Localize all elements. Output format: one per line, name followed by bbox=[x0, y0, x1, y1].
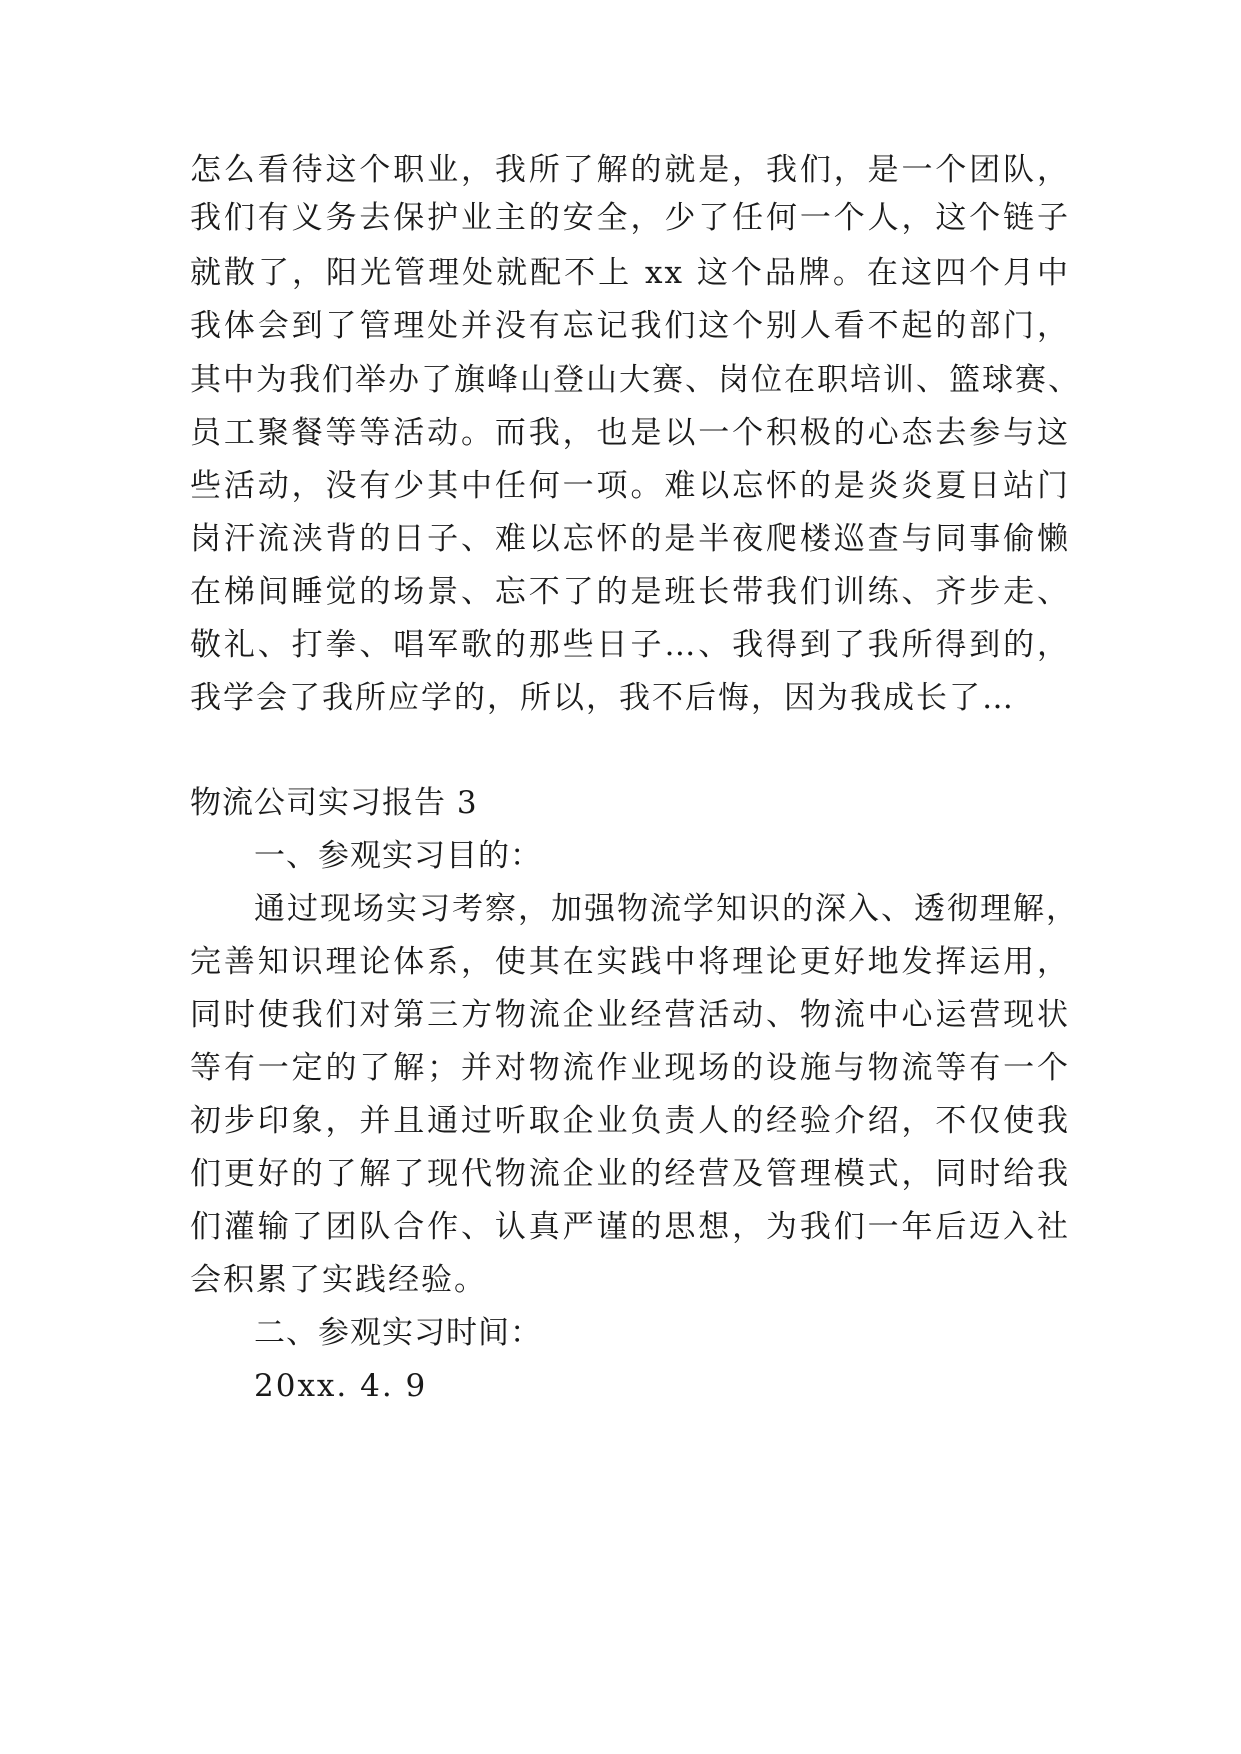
paragraph-line: 怎么看待这个职业，我所了解的就是，我们，是一个团队， bbox=[190, 152, 1070, 188]
paragraph-line: 会积累了实践经验。 bbox=[190, 1262, 487, 1298]
paragraph-line: 等有一定的了解；并对物流作业现场的设施与物流等有一个 bbox=[190, 1050, 1070, 1086]
paragraph-line: 同时使我们对第三方物流企业经营活动、物流中心运营现状 bbox=[190, 997, 1070, 1033]
paragraph-line: 其中为我们举办了旗峰山登山大赛、岗位在职培训、篮球赛、 bbox=[190, 362, 1081, 398]
paragraph-line: 员工聚餐等等活动。而我，也是以一个积极的心态去参与这 bbox=[190, 415, 1070, 451]
paragraph-line: 们灌输了团队合作、认真严谨的思想，为我们一年后迈入社 bbox=[190, 1209, 1070, 1245]
paragraph-line: 就散了，阳光管理处就配不上 xx 这个品牌。在这四个月中 bbox=[190, 255, 1070, 291]
section-heading-time: 二、参观实习时间： bbox=[254, 1315, 542, 1351]
internship-date: 20xx. 4. 9 bbox=[254, 1368, 428, 1404]
paragraph-line: 敬礼、打拳、唱军歌的那些日子…、我得到了我所得到的， bbox=[190, 627, 1070, 663]
section-heading-purpose: 一、参观实习目的： bbox=[254, 838, 542, 874]
paragraph-line: 我们有义务去保护业主的安全，少了任何一个人，这个链子 bbox=[190, 200, 1070, 236]
paragraph-line: 通过现场实习考察，加强物流学知识的深入、透彻理解， bbox=[254, 891, 1079, 927]
paragraph-line: 岗汗流浃背的日子、难以忘怀的是半夜爬楼巡查与同事偷懒 bbox=[190, 521, 1070, 557]
paragraph-line: 初步印象，并且通过听取企业负责人的经验介绍，不仅使我 bbox=[190, 1103, 1070, 1139]
section-title: 物流公司实习报告 3 bbox=[190, 785, 478, 821]
paragraph-line: 我学会了我所应学的，所以，我不后悔，因为我成长了… bbox=[190, 680, 1015, 716]
paragraph-line: 完善知识理论体系，使其在实践中将理论更好地发挥运用， bbox=[190, 944, 1070, 980]
paragraph-line: 们更好的了解了现代物流企业的经营及管理模式，同时给我 bbox=[190, 1156, 1070, 1192]
paragraph-line: 些活动，没有少其中任何一项。难以忘怀的是炎炎夏日站门 bbox=[190, 468, 1070, 504]
paragraph-line: 我体会到了管理处并没有忘记我们这个别人看不起的部门， bbox=[190, 308, 1070, 344]
paragraph-line: 在梯间睡觉的场景、忘不了的是班长带我们训练、齐步走、 bbox=[190, 574, 1070, 610]
